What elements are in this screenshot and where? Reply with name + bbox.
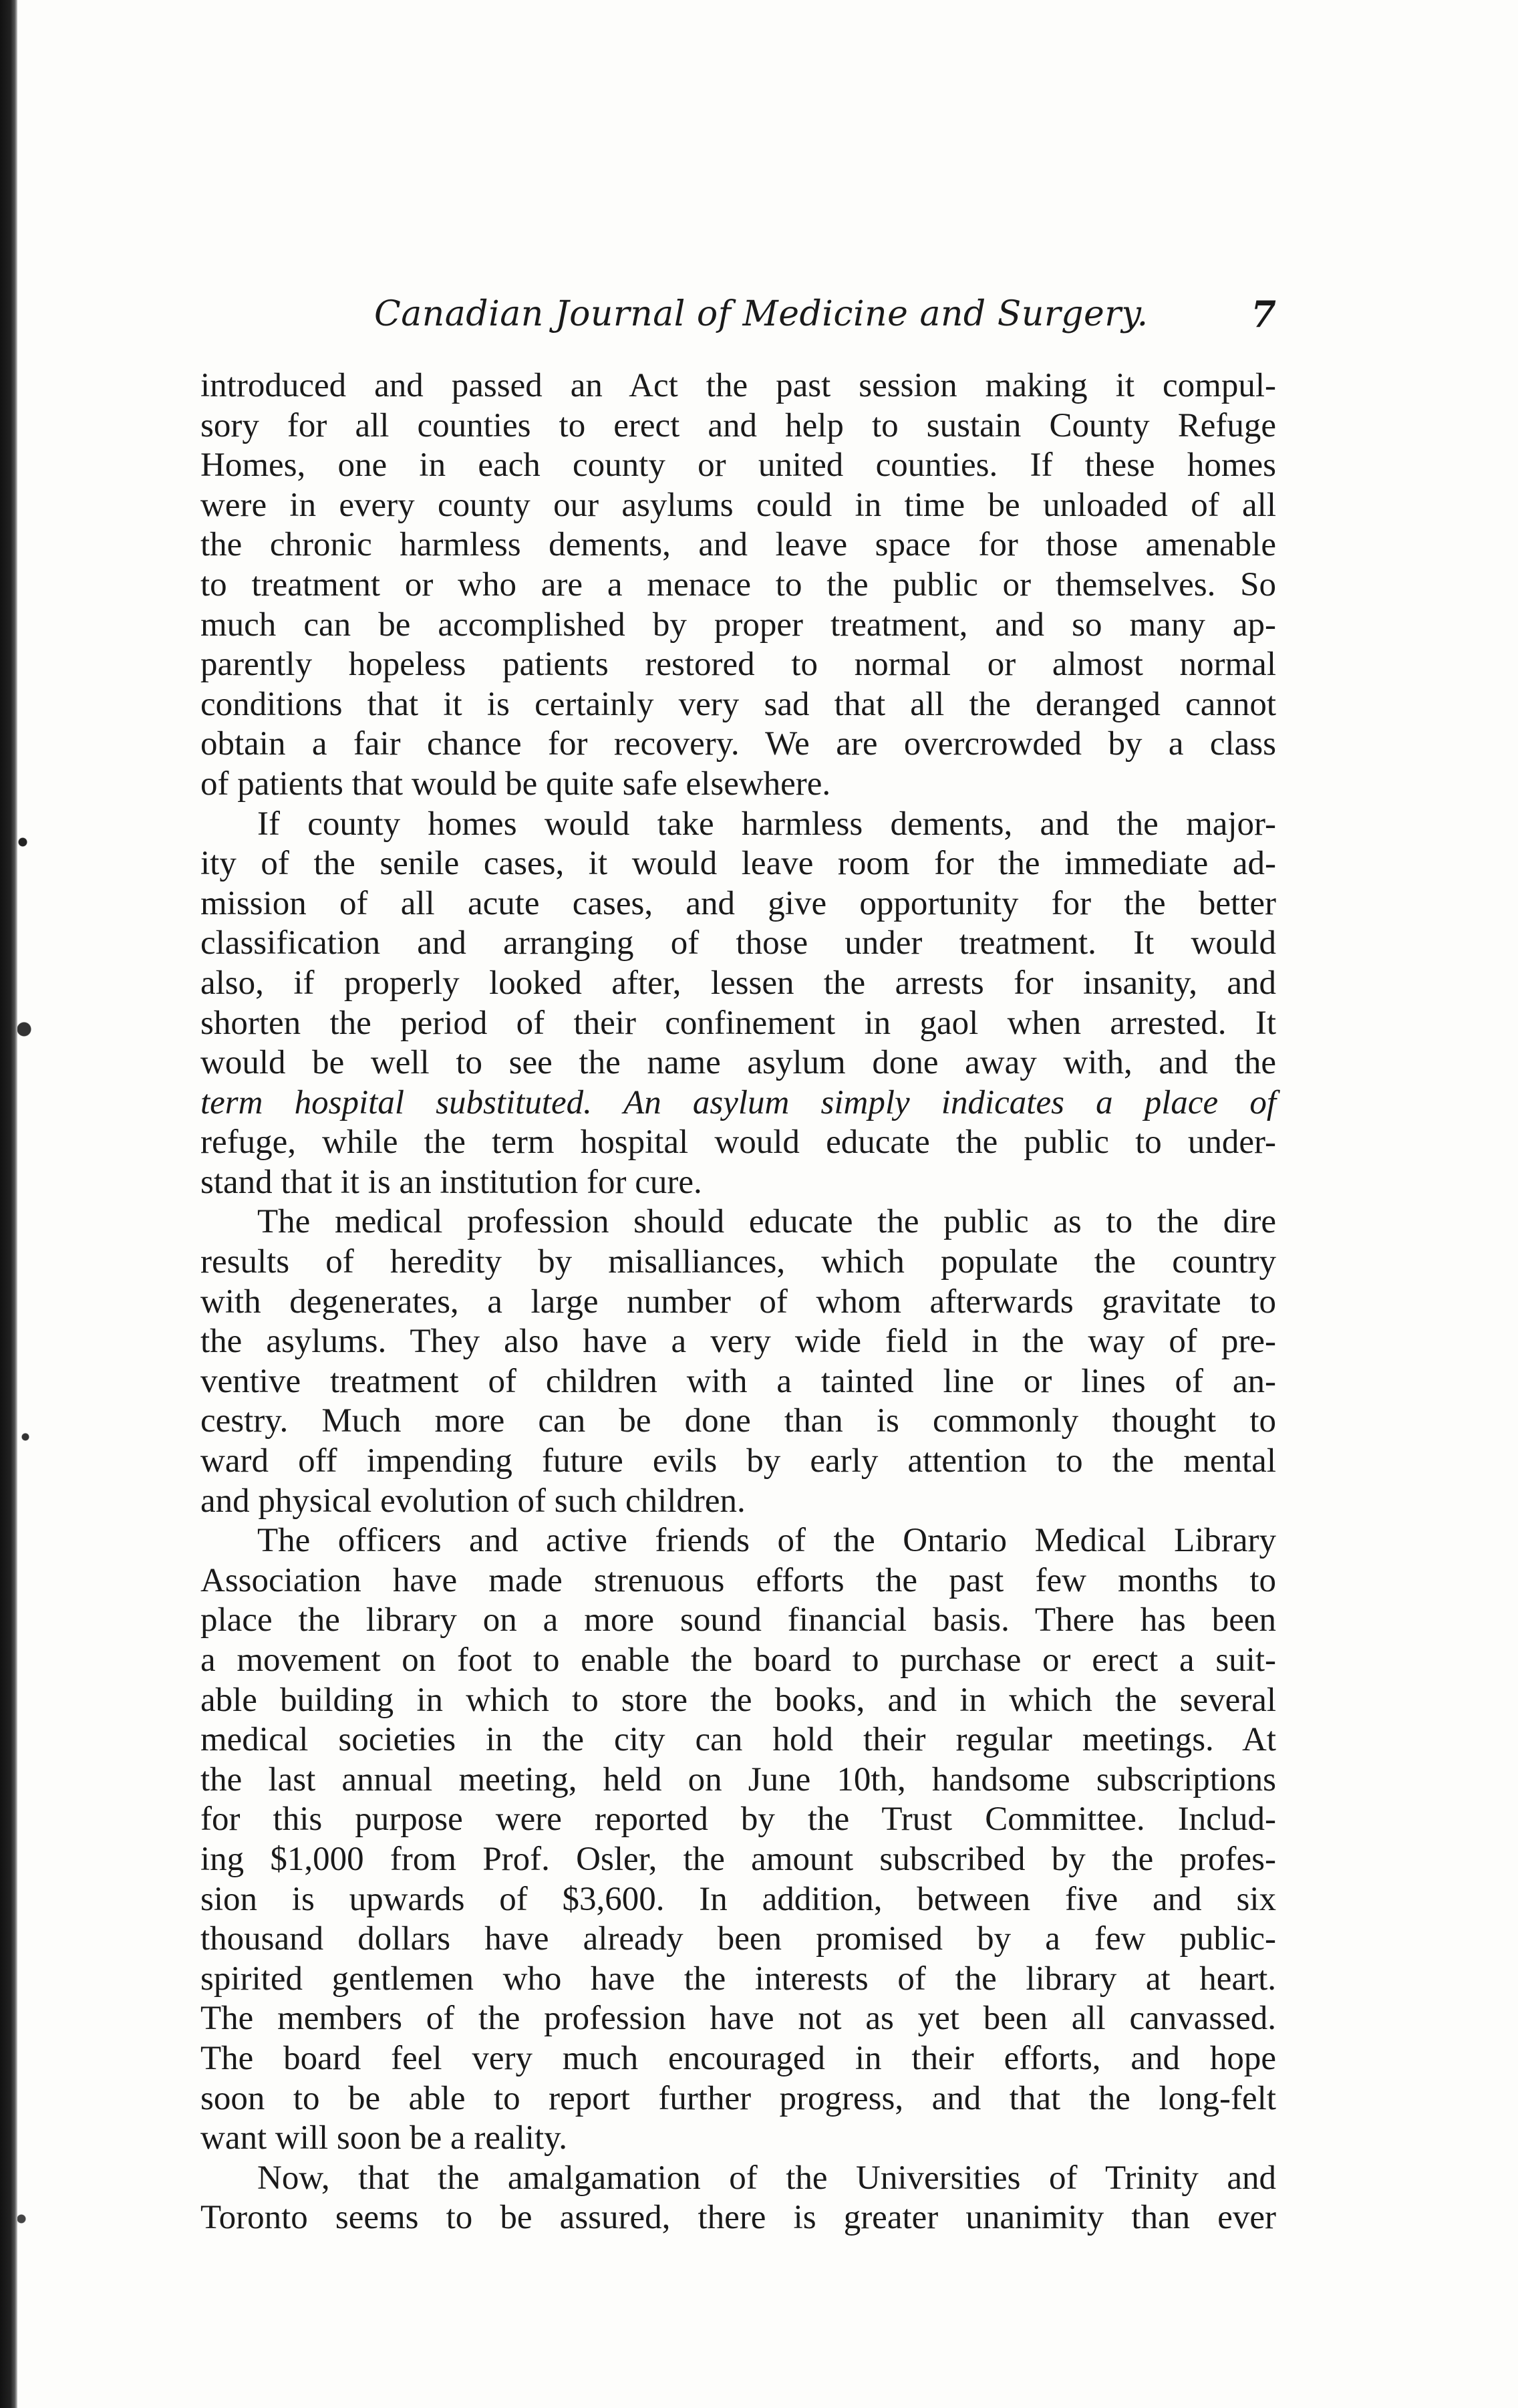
text-line: ing $1,000 from Prof. Osler, the amount subscribed by the profes- bbox=[200, 1840, 1276, 1878]
text-line: medical societies in the city can hold their regular meetings. At bbox=[200, 1721, 1276, 1759]
article-body bbox=[200, 366, 1276, 2238]
text-line: parently hopeless patients restored to normal or almost normal bbox=[200, 646, 1276, 684]
text-line: place the library on a more sound financial basis. There has been bbox=[200, 1601, 1276, 1639]
text-line: were in every county our asylums could in time be unloaded of all bbox=[200, 486, 1276, 524]
text-line: The officers and active friends of the Ontario Medical Library bbox=[257, 1522, 1276, 1560]
text-line: If county homes would take harmless dements, and the major- bbox=[257, 805, 1276, 843]
binding-edge bbox=[0, 0, 17, 2408]
paragraph bbox=[200, 366, 1276, 805]
paragraph bbox=[200, 1202, 1276, 1521]
text-line: classification and arranging of those under treatment. It would bbox=[200, 924, 1276, 962]
text-line: a movement on foot to enable the board to purchase or erect a suit- bbox=[200, 1641, 1276, 1679]
text-line: Homes, one in each county or united counties. If these homes bbox=[200, 446, 1276, 485]
text-line: want will soon be a reality. bbox=[200, 2119, 568, 2157]
paragraph bbox=[200, 805, 1276, 1203]
paragraph bbox=[200, 2159, 1276, 2238]
text-line: Now, that the amalgamation of the Universities of Trinity and bbox=[257, 2159, 1276, 2197]
text-line: much can be accomplished by proper treatment, and so many ap- bbox=[200, 606, 1276, 644]
text-line: would be well to see the name asylum done away with, and the bbox=[200, 1044, 1276, 1082]
text-line: with degenerates, a large number of whom afterwards gravitate to bbox=[200, 1283, 1276, 1321]
text-line: thousand dollars have already been promised by a few public- bbox=[200, 1920, 1276, 1958]
text-line: The board feel very much encouraged in their efforts, and hope bbox=[200, 2039, 1276, 2077]
running-head bbox=[200, 287, 1276, 341]
text-line: spirited gentlemen who have the interests of the library at heart. bbox=[200, 1960, 1276, 1998]
text-line: Toronto seems to be assured, there is greater unanimity than ever bbox=[200, 2199, 1276, 2237]
text-line: to treatment or who are a menace to the public or themselves. So bbox=[200, 565, 1276, 604]
page-number: 7 bbox=[1251, 293, 1276, 336]
text-line: also, if properly looked after, lessen the arrests for insanity, and bbox=[200, 964, 1276, 1002]
text-line: sory for all counties to erect and help to sustain County Refuge bbox=[200, 406, 1276, 444]
text-line: for this purpose were reported by the Trust Committee. Includ- bbox=[200, 1800, 1276, 1839]
text-line: the asylums. They also have a very wide field in the way of pre- bbox=[200, 1323, 1276, 1361]
text-line: ventive treatment of children with a tainted line or lines of an- bbox=[200, 1362, 1276, 1400]
text-line: conditions that it is certainly very sad that all the deranged cannot bbox=[200, 685, 1276, 723]
text-line: and physical evolution of such children. bbox=[200, 1482, 746, 1520]
text-line: soon to be able to report further progress, and that the long-felt bbox=[200, 2079, 1276, 2117]
text-line: Association have made strenuous efforts the past few months to bbox=[200, 1561, 1276, 1599]
text-line: of patients that would be quite safe elsewhere. bbox=[200, 765, 831, 803]
text-line: sion is upwards of $3,600. In addition, between five and six bbox=[200, 1880, 1276, 1918]
paragraph bbox=[200, 1521, 1276, 2159]
text-line: results of heredity by misalliances, which populate the country bbox=[200, 1243, 1276, 1281]
text-line: The members of the profession have not as yet been all canvassed. bbox=[200, 2000, 1276, 2038]
text-line: mission of all acute cases, and give opportunity for the better bbox=[200, 884, 1276, 922]
text-line: ward off impending future evils by early attention to the mental bbox=[200, 1442, 1276, 1480]
text-line: ity of the senile cases, it would leave room for the immediate ad- bbox=[200, 845, 1276, 883]
text-line: refuge, while the term hospital would educate the public to under- bbox=[200, 1123, 1276, 1162]
text-line: the last annual meeting, held on June 10th, handsome subscriptions bbox=[200, 1760, 1276, 1798]
text-line: the chronic harmless dements, and leave space for those amenable bbox=[200, 526, 1276, 564]
journal-title: Canadian Journal of Medicine and Surgery. bbox=[374, 294, 1149, 334]
text-line: shorten the period of their confinement in gaol when arrested. It bbox=[200, 1004, 1276, 1042]
text-line: introduced and passed an Act the past session making it compul- bbox=[200, 367, 1276, 404]
text-line: obtain a fair chance for recovery. We are overcrowded by a class bbox=[200, 725, 1276, 763]
text-line: stand that it is an institution for cure. bbox=[200, 1163, 702, 1201]
text-line: term hospital substituted. An asylum simply indicates a place of bbox=[200, 1083, 1276, 1121]
text-line: The medical profession should educate the public as to the dire bbox=[257, 1203, 1276, 1241]
text-line: cestry. Much more can be done than is commonly thought to bbox=[200, 1402, 1276, 1440]
text-line: able building in which to store the books, and in which the several bbox=[200, 1681, 1276, 1719]
scan-specks bbox=[17, 0, 37, 2408]
